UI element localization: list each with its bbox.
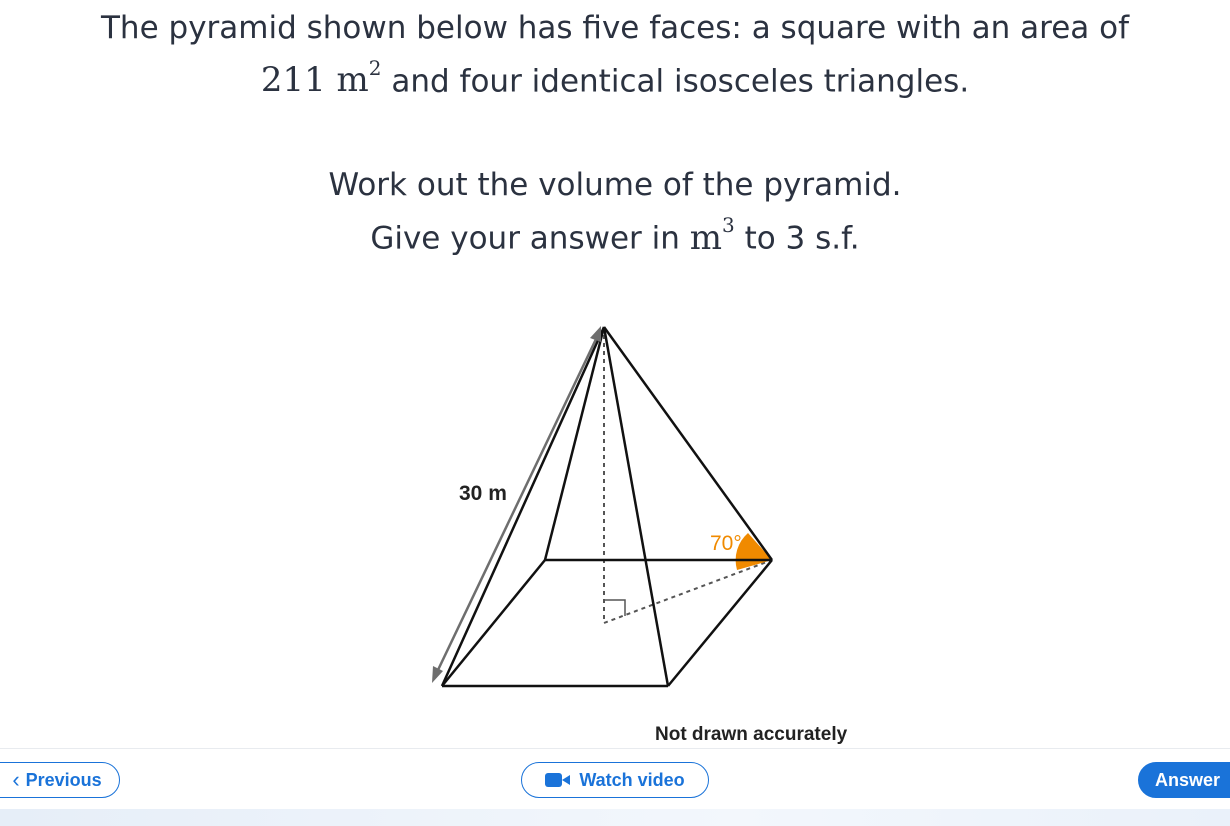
watch-video-label: Watch video	[579, 769, 685, 790]
question-text	[0, 6, 1230, 261]
dimension-arrow-bottom	[432, 666, 443, 683]
previous-label: Previous	[25, 769, 102, 790]
question-line-4: Give your answer in $m^3$ to 3 s.f.	[370, 213, 860, 258]
previous-button[interactable]	[0, 762, 120, 798]
not-drawn-accurately-note: Not drawn accurately	[655, 724, 848, 745]
footer-band	[0, 809, 1230, 826]
chevron-left-icon: ‹	[12, 767, 20, 792]
footer-bar	[0, 748, 1230, 826]
question-line-2: 211 $m^2$ and four identical isosceles triangles.	[260, 56, 970, 101]
slant-edge-front-right	[604, 327, 668, 686]
slant-edge-front-left	[442, 327, 604, 686]
angle-label: 70°	[710, 532, 742, 555]
volume-unit: $m^3$	[689, 213, 735, 258]
length-label: 30 m	[459, 482, 507, 505]
answer-button[interactable]	[1138, 762, 1230, 798]
video-camera-icon	[545, 773, 571, 787]
base-left-edge	[442, 560, 545, 686]
right-angle-marker	[604, 600, 625, 616]
base-right-edge	[668, 560, 772, 686]
question-line-1: The pyramid shown below has five faces: a square with an area of	[101, 10, 1129, 46]
area-value: 211 $m^2$	[260, 56, 382, 101]
answer-label: Answer	[1155, 769, 1221, 790]
slant-edge-back-left	[545, 327, 604, 560]
watch-video-button[interactable]	[521, 762, 709, 798]
slant-edge-back-right	[604, 327, 772, 560]
question-line-3: Work out the volume of the pyramid.	[328, 167, 902, 204]
dimension-arrow-top	[590, 326, 601, 342]
